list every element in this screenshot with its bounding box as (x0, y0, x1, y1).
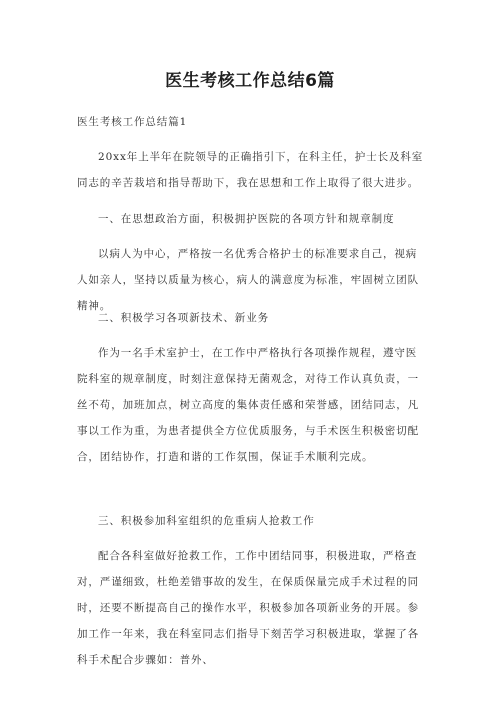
heading-politics: 一、在思想政治方面，积极拥护医院的各项方针和规章制度 (98, 213, 395, 225)
heading-learning: 二、积极学习各项新技术、新业务 (98, 312, 269, 324)
section-subtitle: 医生考核工作总结篇1 (77, 116, 188, 128)
paragraph-politics: 以病人为中心，严格按一名优秀合格护士的标准要求自己，视病人如亲人，坚持以质量为核心，病人的满意度为标准，牢固树立团队精神。 (77, 248, 419, 312)
paragraph-learning: 作为一名手术室护士，在工作中严格执行各项操作规程，遵守医院科室的规章制度，时刻注意保持无菌观念，对待工作认真负责，一丝不苟，加班加点，树立高度的集体责任感和荣誉感，团结同志，凡事以工作为重，为患者提供全方位优质服务，与手术医生积极密切配合，团结协作，打造和谐的工作氛围，保证手术顺利完成。 (77, 347, 419, 463)
paragraph-rescue: 配合各科室做好抢救工作，工作中团结同事，积极进取，严格查对，严谨细致，杜绝差错事故的发生，在保质保量完成手术过程的同时，还要不断提高自己的操作水平，积极参加各项新业务的开展。参加工作一年来，我在科室同志们指导下刻苦学习积极进取，掌握了各科手术配合步骤如：普外、 (77, 550, 419, 666)
paragraph-intro: 20xx年上半年在院领导的正确指引下，在科主任，护士长及科室同志的辛苦栽培和指导帮助下，我在思想和工作上取得了很大进步。 (77, 151, 424, 189)
heading-rescue: 三、积极参加科室组织的危重病人抢救工作 (98, 515, 315, 527)
page-title: 医生考核工作总结6篇 (165, 71, 335, 91)
